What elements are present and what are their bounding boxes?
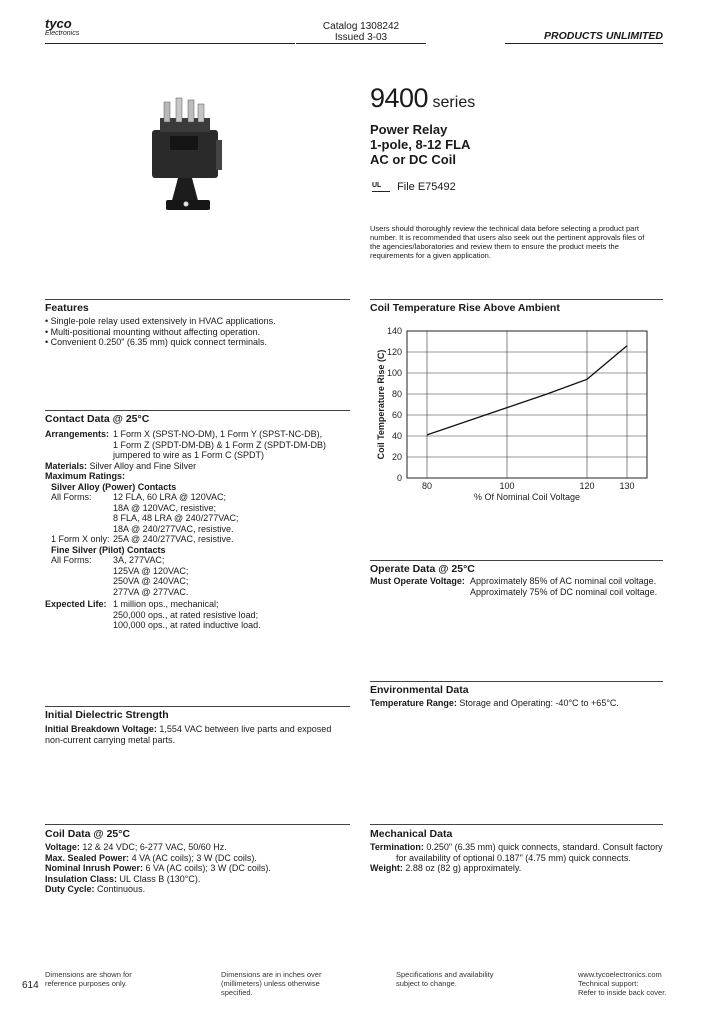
coil-row-label: Nominal Inrush Power: [45, 863, 144, 873]
coil-row-value: 6 VA (AC coils); 3 W (DC coils). [145, 863, 271, 873]
file-number: File E75492 [397, 181, 456, 193]
coil-row [45, 842, 355, 853]
coil-row-label: Duty Cycle: [45, 884, 95, 894]
x-tick-label: 120 [579, 481, 595, 491]
x-axis-label: % Of Nominal Coil Voltage [473, 492, 581, 502]
mechanical-body [370, 842, 665, 874]
x-tick-label: 100 [499, 481, 515, 491]
fine-line: 3A, 277VAC; [113, 555, 165, 565]
series-line [427, 346, 627, 435]
operate-body [370, 576, 665, 597]
x-tick-label: 80 [421, 481, 433, 491]
termination-value-2: for availability of optional 0.187" (4.75 mm) quick connects. [396, 852, 631, 863]
ul-file [372, 181, 456, 193]
header-rule-right [505, 43, 663, 44]
intro-line: Users should thoroughly review the technical data before selecting a product part [370, 224, 639, 233]
coil-row-value: Continuous. [97, 884, 146, 894]
chart-rule [370, 299, 663, 300]
fine-silver-label: Fine Silver (Pilot) Contacts [51, 544, 166, 555]
intro-text [370, 224, 670, 260]
chart-title: Coil Temperature Rise Above Ambient [370, 302, 560, 314]
coil-row-value: UL Class B (130°C). [119, 873, 201, 884]
life-line: 250,000 ops., at rated resistive load; [113, 609, 259, 620]
intro-line: requirements for a given application. [370, 251, 491, 260]
silver-line: 12 FLA, 60 LRA @ 120VAC; [113, 492, 227, 502]
fine-line: 277VA @ 277VAC. [113, 586, 189, 597]
life-line: 1 million ops., mechanical; [113, 599, 219, 609]
silver-line: 18A @ 240/277VAC, resistive. [113, 523, 234, 534]
life-line: 100,000 ops., at rated inductive load. [113, 620, 261, 630]
operate-title: Operate Data @ 25°C [370, 563, 475, 575]
x-tick-label: 130 [619, 481, 635, 491]
temperature-range-label: Temperature Range: [370, 698, 457, 708]
all-forms-label: All Forms: [51, 555, 92, 565]
header-rule-left [45, 43, 295, 44]
termination-label: Termination: [370, 842, 424, 852]
y-tick-label: 80 [391, 389, 402, 399]
must-operate-dc: Approximately 75% of DC nominal coil voltage. [470, 586, 658, 597]
footer-line: Specifications and availability [396, 970, 494, 979]
silver-alloy-label: Silver Alloy (Power) Contacts [51, 481, 177, 492]
coil-row-label: Voltage: [45, 842, 80, 852]
breakdown-value-2: non-current carrying metal parts. [45, 734, 176, 745]
y-axis-label: Coil Temperature Rise (C) [376, 349, 386, 460]
series-word: series [432, 94, 476, 111]
weight-label: Weight: [370, 863, 403, 873]
mechanical-title: Mechanical Data [370, 828, 453, 840]
coil-row [45, 853, 355, 864]
footer-line: specified. [221, 988, 253, 997]
environmental-rule [370, 681, 663, 682]
coil-row-label: Max. Sealed Power: [45, 852, 130, 863]
life-label: Expected Life: [45, 599, 107, 609]
must-operate-ac: Approximately 85% of AC nominal coil voltage. [470, 576, 657, 586]
footer-col-3 [396, 970, 536, 988]
product-line-3: AC or DC Coil [370, 152, 456, 167]
footer-line: Technical support: [578, 979, 639, 988]
coil-row-value: 4 VA (AC coils); 3 W (DC coils). [131, 852, 257, 863]
footer-line: reference purposes only. [45, 979, 127, 988]
footer-line: Dimensions are shown for [45, 970, 132, 979]
y-tick-label: 100 [386, 368, 402, 378]
must-operate-label: Must Operate Voltage: [370, 576, 465, 586]
materials-value: Silver Alloy and Fine Silver [89, 460, 197, 471]
breakdown-label: Initial Breakdown Voltage: [45, 724, 157, 734]
coil-row [45, 874, 355, 885]
y-tick-label: 20 [391, 452, 402, 462]
all-forms-label: All Forms: [51, 492, 92, 502]
temperature-range-value: Storage and Operating: -40°C to +65°C. [459, 698, 619, 708]
form-x-label: 1 Form X only: [51, 534, 110, 544]
fine-line: 125VA @ 120VAC; [113, 565, 189, 576]
feature-item: • Convenient 0.250" (6.35 mm) quick connect terminals. [45, 337, 267, 347]
brand-name: tyco [45, 16, 72, 31]
coil-row [45, 884, 355, 895]
issue-date: Issued 3-03 [334, 32, 388, 43]
y-tick-label: 140 [386, 326, 402, 336]
header-rule-mid [296, 43, 426, 44]
dielectric-rule [45, 706, 350, 707]
feature-item: • Multi-positional mounting without affecting operation. [45, 326, 261, 337]
contact-rule [45, 410, 350, 411]
footer-col-1 [45, 970, 185, 988]
temperature-rise-chart [370, 318, 660, 508]
product-line-2: 1-pole, 8-12 FLA [370, 137, 471, 152]
dielectric-body [45, 724, 355, 745]
arrangements-line: jumpered to wire as 1 Form C (SPDT) [113, 450, 265, 460]
materials-label: Materials: [45, 460, 88, 471]
weight-value: 2.88 oz (82 g) approximately. [405, 863, 522, 873]
page-number: 614 [22, 980, 39, 991]
features-rule [45, 299, 350, 300]
contact-body [45, 429, 355, 631]
dielectric-title: Initial Dielectric Strength [45, 709, 169, 721]
y-tick-label: 40 [391, 431, 402, 441]
arrangements-label: Arrangements: [45, 429, 110, 439]
intro-line: the agencies/laboratories and review them to ensure the product meets the [370, 242, 619, 251]
coil-rule [45, 824, 350, 825]
coil-row [45, 863, 355, 874]
termination-value: 0.250" (6.35 mm) quick connects, standard. Consult factory [426, 842, 663, 852]
max-ratings-label: Maximum Ratings: [45, 471, 126, 481]
brand-logo [45, 17, 79, 38]
features-title: Features [45, 302, 89, 314]
operate-rule [370, 560, 663, 561]
y-tick-label: 60 [391, 410, 402, 420]
mechanical-rule [370, 824, 663, 825]
intro-line: number. It is recommended that users also seek out the pertinent approvals files of [370, 233, 645, 242]
environmental-body [370, 698, 665, 709]
arrangements-line: 1 Form X (SPST-NO-DM), 1 Form Y (SPST-NC-DB), [113, 429, 323, 439]
y-tick-label: 0 [396, 473, 402, 483]
footer-col-4 [578, 970, 668, 997]
footer-line: Dimensions are in inches over [221, 970, 322, 979]
product-line-1: Power Relay [370, 122, 448, 137]
fine-line: 250VA @ 240VAC; [113, 576, 189, 586]
coil-title: Coil Data @ 25°C [45, 828, 131, 840]
series-number: 9400 [370, 83, 429, 113]
relay-photo [140, 90, 250, 220]
features-list [45, 316, 276, 348]
y-tick-label: 120 [386, 347, 402, 357]
footer-line: (millimeters) unless otherwise [221, 979, 320, 988]
breakdown-value: 1,554 VAC between live parts and exposed [159, 724, 332, 734]
contact-title: Contact Data @ 25°C [45, 413, 150, 425]
footer-line: subject to change. [396, 979, 457, 988]
arrangements-line: 1 Form Z (SPDT-DM-DB) & 1 Form Z (SPDT-DM-DB) [113, 439, 326, 450]
series-title [370, 84, 475, 112]
footer-website: www.tycoelectronics.com [578, 970, 662, 979]
feature-item: • Single-pole relay used extensively in HVAC applications. [45, 316, 276, 326]
environmental-title: Environmental Data [370, 684, 469, 696]
company-name: PRODUCTS UNLIMITED [544, 30, 663, 42]
footer-line: Refer to inside back cover. [578, 988, 667, 997]
product-description [370, 122, 470, 167]
coil-row-value: 12 & 24 VDC; 6-277 VAC, 50/60 Hz. [82, 842, 227, 852]
footer-col-2 [221, 970, 361, 997]
silver-line: 18A @ 120VAC, resistive; [113, 502, 217, 513]
form-x-value: 25A @ 240/277VAC, resistive. [113, 534, 234, 544]
brand-subtitle: Electronics [45, 30, 80, 37]
coil-row-label: Insulation Class: [45, 873, 118, 884]
catalog-number: Catalog 1308242 [322, 21, 400, 32]
ul-logo: UL [372, 182, 390, 192]
coil-body [45, 842, 355, 895]
plot-frame [407, 331, 647, 478]
silver-line: 8 FLA, 48 LRA @ 240/277VAC; [113, 513, 239, 523]
